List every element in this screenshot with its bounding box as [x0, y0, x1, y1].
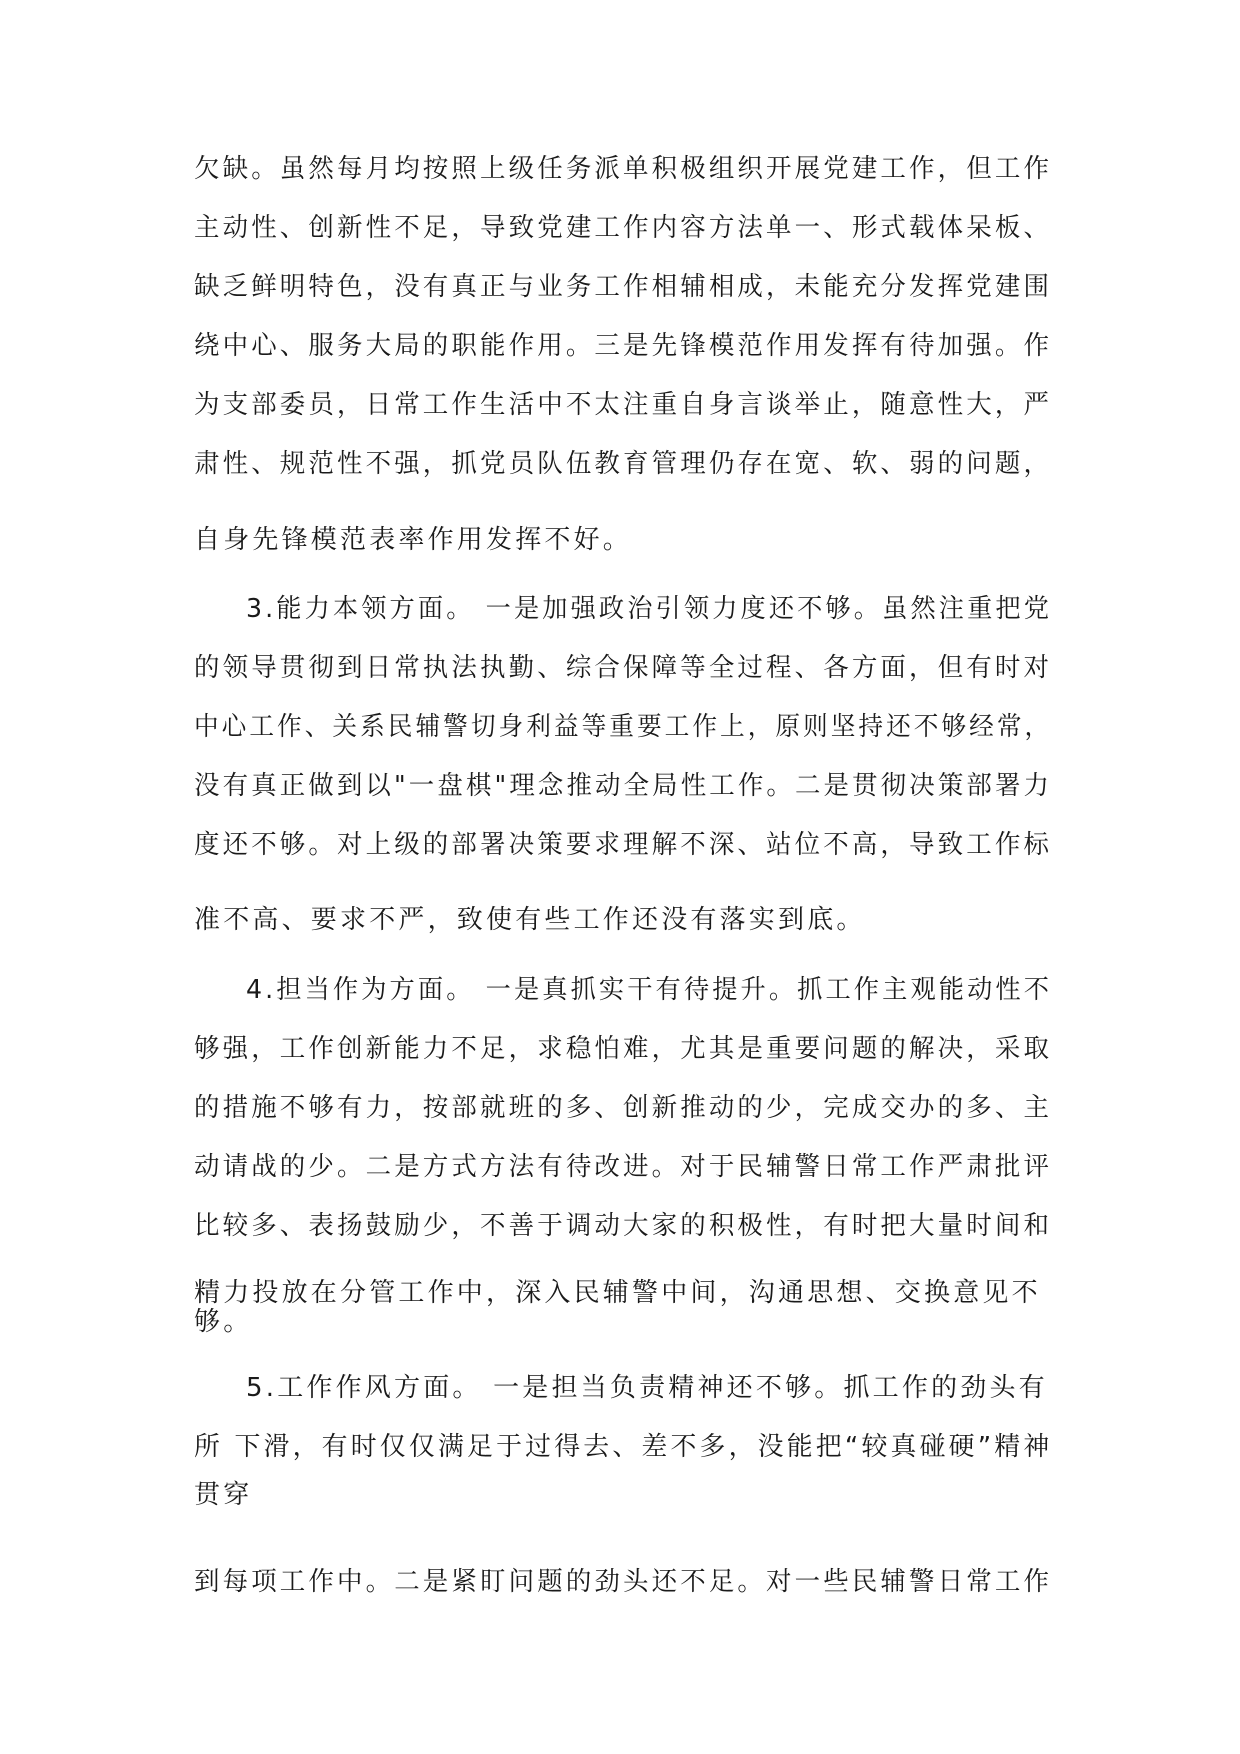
text-line: 动请战的少。二是方式方法有待改进。对于民辅警日常工作严肃批评: [194, 1152, 1053, 1182]
section-heading-line: 5.工作作风方面。 一是担当负责精神还不够。抓工作的劲头有: [246, 1373, 1048, 1403]
text-line: 贯穿: [194, 1480, 253, 1510]
text-line: 够。: [194, 1307, 253, 1337]
text-line: 肃性、规范性不强，抓党员队伍教育管理仍存在宽、软、弱的问题，: [194, 449, 1053, 479]
text-line: 所 下滑，有时仅仅满足于过得去、差不多，没能把“较真碰硬”精神: [194, 1432, 1053, 1462]
text-line: 精力投放在分管工作中，深入民辅警中间，沟通思想、交换意见不: [194, 1278, 1041, 1308]
text-line: 绕中心、服务大局的职能作用。三是先锋模范作用发挥有待加强。作: [194, 331, 1053, 361]
text-line: 自身先锋模范表率作用发挥不好。: [194, 525, 633, 555]
text-line: 够强，工作创新能力不足，求稳怕难，尤其是重要问题的解决，采取: [194, 1034, 1053, 1064]
text-line: 中心工作、关系民辅警切身利益等重要工作上，原则坚持还不够经常，: [194, 712, 1053, 742]
text-line: 准不高、要求不严，致使有些工作还没有落实到底。: [194, 905, 866, 935]
text-line: 的领导贯彻到日常执法执勤、综合保障等全过程、各方面，但有时对: [194, 653, 1053, 683]
text-line: 没有真正做到以"一盘棋"理念推动全局性工作。二是贯彻决策部署力: [194, 771, 1053, 801]
text-line: 缺乏鲜明特色，没有真正与业务工作相辅相成，未能充分发挥党建围: [194, 272, 1053, 302]
text-line: 为支部委员，日常工作生活中不太注重自身言谈举止，随意性大，严: [194, 390, 1053, 420]
text-line: 到每项工作中。二是紧盯问题的劲头还不足。对一些民辅警日常工作: [194, 1567, 1053, 1597]
text-line: 比较多、表扬鼓励少，不善于调动大家的积极性，有时把大量时间和: [194, 1211, 1053, 1241]
section-heading-line: 4.担当作为方面。 一是真抓实干有待提升。抓工作主观能动性不: [246, 975, 1053, 1005]
text-line: 欠缺。虽然每月均按照上级任务派单积极组织开展党建工作，但工作: [194, 154, 1053, 184]
text-line: 的措施不够有力，按部就班的多、创新推动的少，完成交办的多、主: [194, 1093, 1053, 1123]
text-line: 度还不够。对上级的部署决策要求理解不深、站位不高，导致工作标: [194, 830, 1053, 860]
text-line: 主动性、创新性不足，导致党建工作内容方法单一、形式载体呆板、: [194, 213, 1053, 243]
section-heading-line: 3.能力本领方面。 一是加强政治引领力度还不够。虽然注重把党: [246, 594, 1053, 624]
